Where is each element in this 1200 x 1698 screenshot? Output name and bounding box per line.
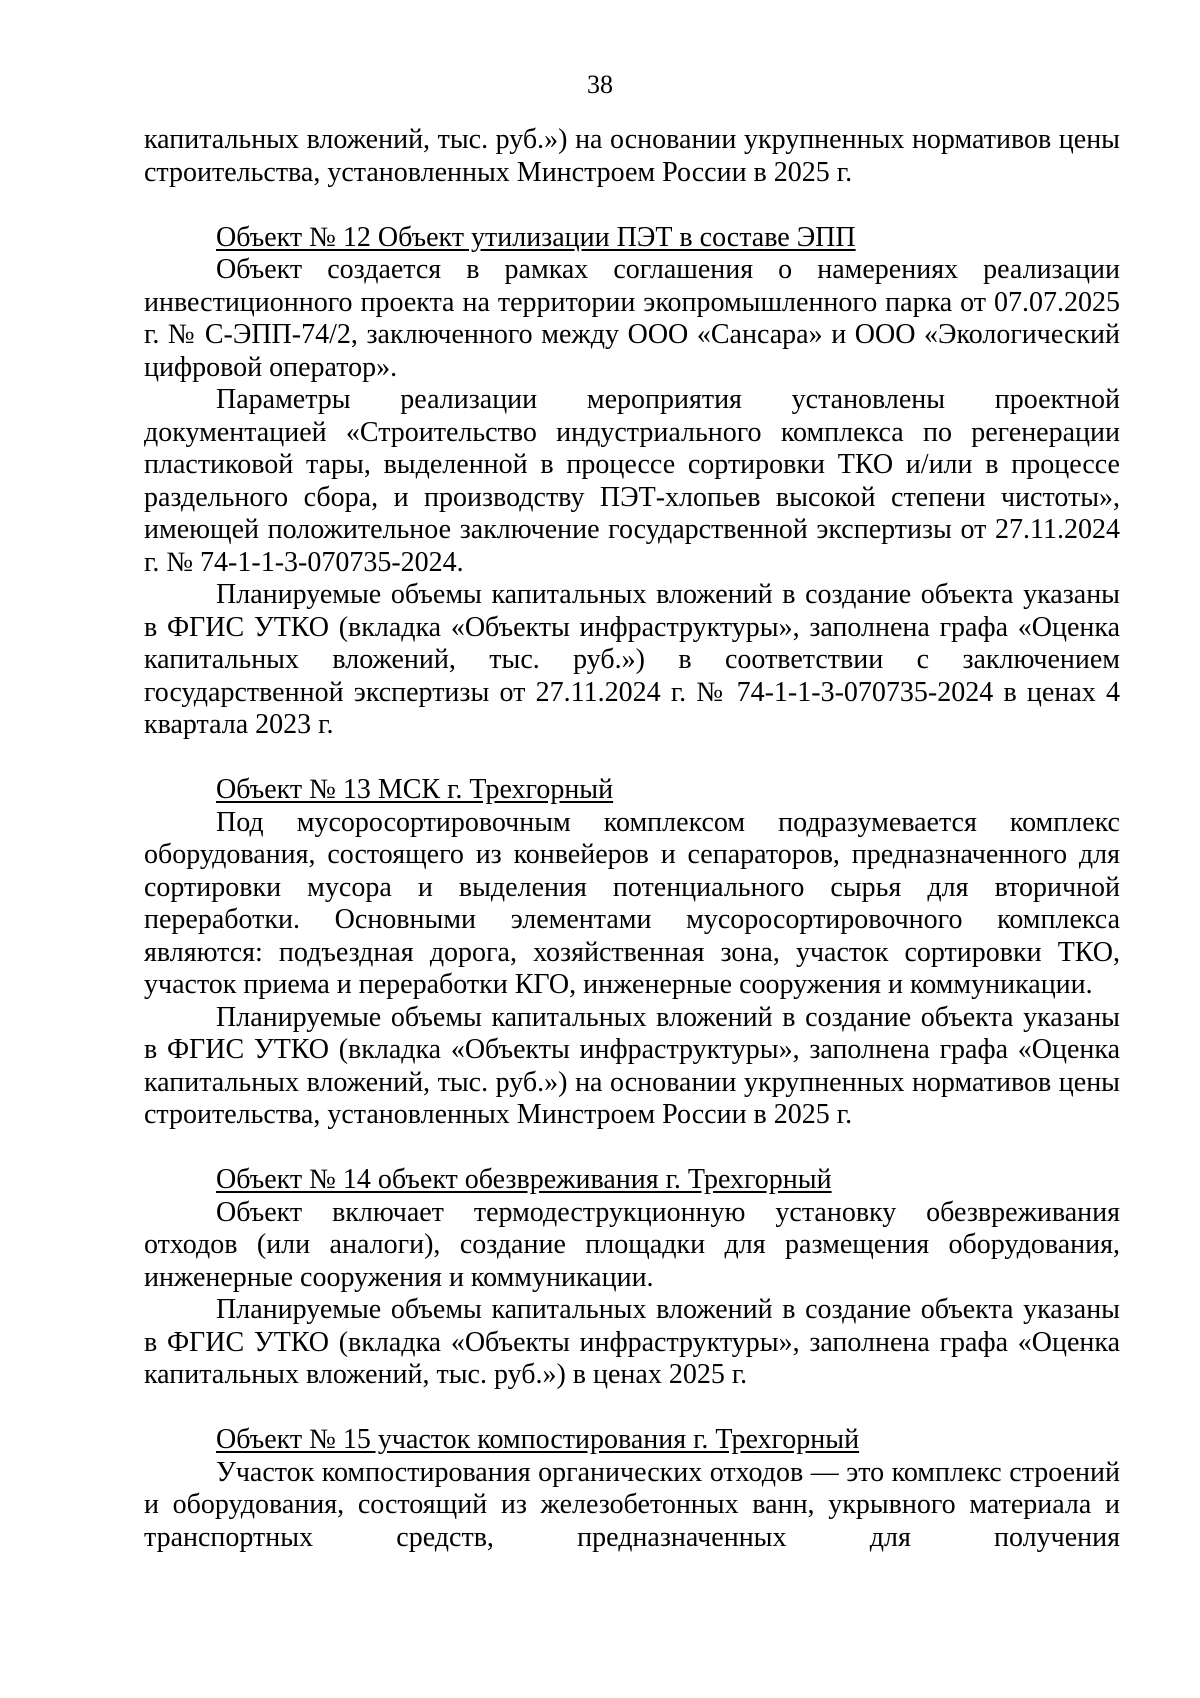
- paragraph-continued: Участок компостирования органических отходов — это комплекс строений и оборудования, состоящий из железобетонных ванн, укрывного материала и транспортных средств, предназначенных для получения: [144, 1456, 1120, 1553]
- paragraph: Объект создается в рамках соглашения о намерениях реализации инвестиционного проекта на территории экопромышленного парка от 07.07.2025 г. № С-ЭПП-74/2, заключенного между ООО «Сансара» и ООО «Экологический цифровой оператор».: [144, 254, 1120, 383]
- section-spacer: [144, 1132, 1120, 1165]
- section-heading-object-12: [144, 222, 1120, 255]
- paragraph: Планируемые объемы капитальных вложений в создание объекта указаны в ФГИС УТКО (вкладка «Объекты инфраструктуры», заполнена графа «Оценка капитальных вложений, тыс. руб.») в ценах 2025 г.: [144, 1294, 1120, 1390]
- paragraph: Планируемые объемы капитальных вложений в создание объекта указаны в ФГИС УТКО (вкладка «Объекты инфраструктуры», заполнена графа «Оценка капитальных вложений, тыс. руб.») в соответствии с заключением государственной экспертизы от 27.11.2024 г. № 74-1-1-3-070735-2024 в ценах 4 квартала 2023 г.: [144, 579, 1120, 740]
- section-spacer: [144, 189, 1120, 222]
- paragraph: Объект включает термодеструкционную установку обезвреживания отходов (или аналоги), создание площадки для размещения оборудования, инженерные сооружения и коммуникации.: [144, 1196, 1120, 1293]
- section-heading-text: Объект № 15 участок компостирования г. Трехгорный: [216, 1424, 860, 1455]
- section-heading-text: Объект № 14 объект обезвреживания г. Трехгорный: [216, 1164, 832, 1195]
- section-heading-object-14: [144, 1164, 1120, 1197]
- paragraph-continuation: капитальных вложений, тыс. руб.») на основании укрупненных нормативов цены строительства, установленных Минстроем России в 2025 г.: [144, 124, 1120, 188]
- section-heading-object-15: [144, 1424, 1120, 1457]
- document-body: [144, 124, 1120, 1554]
- section-heading-object-13: [144, 774, 1120, 807]
- paragraph: Под мусоросортировочным комплексом подразумевается комплекс оборудования, состоящего из конвейеров и сепараторов, предназначенного для сортировки мусора и выделения потенциального сырья для вторичной переработки. Основными элементами мусоросортировочного комплекса являются: подъездная дорога, хозяйственная зона, участок сортировки ТКО, участок приема и переработки КГО, инженерные сооружения и коммуникации.: [144, 806, 1120, 1000]
- paragraph: Параметры реализации мероприятия установлены проектной документацией «Строительство индустриального комплекса по регенерации пластиковой тары, выделенной в процессе сортировки ТКО и/или в процессе раздельного сбора, и производству ПЭТ-хлопьев высокой степени чистоты», имеющей положительное заключение государственной экспертизы от 27.11.2024 г. № 74-1-1-3-070735-2024.: [144, 384, 1120, 578]
- page-number: 38: [587, 70, 613, 99]
- paragraph: Планируемые объемы капитальных вложений в создание объекта указаны в ФГИС УТКО (вкладка «Объекты инфраструктуры», заполнена графа «Оценка капитальных вложений, тыс. руб.») на основании укрупненных нормативов цены строительства, установленных Минстроем России в 2025 г.: [144, 1001, 1120, 1130]
- section-heading-text: Объект № 12 Объект утилизации ПЭТ в составе ЭПП: [216, 221, 856, 253]
- section-heading-text: Объект № 13 МСК г. Трехгорный: [216, 774, 614, 805]
- section-spacer: [144, 1392, 1120, 1425]
- section-spacer: [144, 742, 1120, 775]
